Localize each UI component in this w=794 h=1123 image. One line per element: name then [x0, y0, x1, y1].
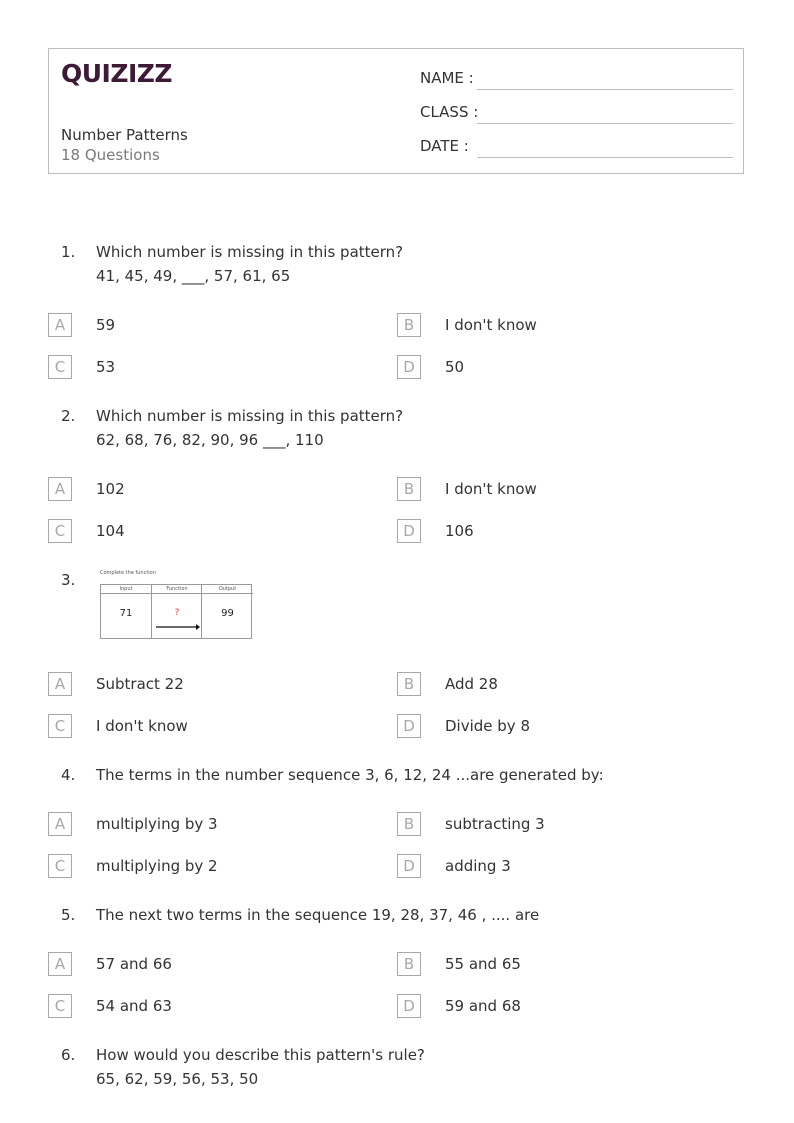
- option-a-box[interactable]: A: [48, 313, 72, 337]
- question-text: The next two terms in the sequence 19, 28, 37, 46 , .... are: [96, 906, 540, 924]
- question-text: 41, 45, 49, ___, 57, 61, 65: [96, 267, 291, 285]
- question-number: 2.: [61, 407, 76, 425]
- class-label: CLASS :: [420, 103, 479, 121]
- name-label: NAME :: [420, 69, 474, 87]
- option-c-text: 53: [96, 358, 116, 376]
- option-b-text: I don't know: [445, 316, 537, 334]
- option-c-text: 104: [96, 522, 125, 540]
- worksheet-title: Number Patterns: [61, 126, 188, 144]
- option-d-box[interactable]: D: [397, 519, 421, 543]
- option-d-text: Divide by 8: [445, 717, 530, 735]
- function-table-figure: [100, 570, 254, 642]
- input-header: Input: [101, 585, 151, 594]
- question-text: How would you describe this pattern's rule?: [96, 1046, 425, 1064]
- option-b-text: 55 and 65: [445, 955, 521, 973]
- option-b-box[interactable]: B: [397, 812, 421, 836]
- option-a-text: 102: [96, 480, 125, 498]
- option-a-box[interactable]: A: [48, 672, 72, 696]
- question-number: 5.: [61, 906, 76, 924]
- option-a-text: multiplying by 3: [96, 815, 218, 833]
- option-d-box[interactable]: D: [397, 355, 421, 379]
- option-c-box[interactable]: C: [48, 994, 72, 1018]
- output-column: [201, 585, 253, 638]
- option-a-box[interactable]: A: [48, 952, 72, 976]
- arrow-right-icon: [152, 622, 202, 632]
- class-line[interactable]: [477, 123, 733, 124]
- option-b-box[interactable]: B: [397, 672, 421, 696]
- option-d-box[interactable]: D: [397, 854, 421, 878]
- option-a-text: 59: [96, 316, 116, 334]
- option-a-text: 57 and 66: [96, 955, 172, 973]
- option-a-box[interactable]: A: [48, 812, 72, 836]
- quizizz-logo: QUIZIZZ: [61, 59, 173, 88]
- option-b-box[interactable]: B: [397, 477, 421, 501]
- option-d-text: adding 3: [445, 857, 511, 875]
- question-number: 6.: [61, 1046, 76, 1064]
- option-c-text: 54 and 63: [96, 997, 172, 1015]
- output-value: 99: [221, 608, 234, 619]
- question-number: 1.: [61, 243, 76, 261]
- option-c-box[interactable]: C: [48, 854, 72, 878]
- option-a-box[interactable]: A: [48, 477, 72, 501]
- option-c-box[interactable]: C: [48, 519, 72, 543]
- option-a-text: Subtract 22: [96, 675, 184, 693]
- input-column: [101, 585, 151, 638]
- output-header: Output: [202, 585, 253, 594]
- date-label: DATE :: [420, 137, 469, 155]
- function-column: [151, 585, 202, 638]
- question-number: 3.: [61, 571, 76, 589]
- option-d-box[interactable]: D: [397, 994, 421, 1018]
- option-b-text: subtracting 3: [445, 815, 545, 833]
- worksheet-header: [48, 48, 744, 174]
- option-d-text: 50: [445, 358, 465, 376]
- date-line[interactable]: [477, 157, 733, 158]
- question-text: Which number is missing in this pattern?: [96, 243, 404, 261]
- question-text: 62, 68, 76, 82, 90, 96 ___, 110: [96, 431, 324, 449]
- option-d-text: 59 and 68: [445, 997, 521, 1015]
- question-text: Which number is missing in this pattern?: [96, 407, 404, 425]
- question-text: 65, 62, 59, 56, 53, 50: [96, 1070, 259, 1088]
- option-b-box[interactable]: B: [397, 952, 421, 976]
- option-b-text: Add 28: [445, 675, 498, 693]
- question-number: 4.: [61, 766, 76, 784]
- function-unknown: ?: [174, 608, 180, 618]
- option-d-box[interactable]: D: [397, 714, 421, 738]
- question-count: 18 Questions: [61, 146, 160, 164]
- option-d-text: 106: [445, 522, 474, 540]
- name-line[interactable]: [477, 89, 733, 90]
- option-c-text: multiplying by 2: [96, 857, 218, 875]
- option-c-box[interactable]: C: [48, 714, 72, 738]
- option-b-box[interactable]: B: [397, 313, 421, 337]
- option-b-text: I don't know: [445, 480, 537, 498]
- figure-caption: Complete the function: [100, 570, 156, 576]
- input-value: 71: [119, 608, 133, 619]
- question-text: The terms in the number sequence 3, 6, 12, 24 ...are generated by:: [96, 766, 604, 784]
- option-c-text: I don't know: [96, 717, 188, 735]
- function-header: Function: [152, 585, 202, 594]
- function-table: [100, 584, 252, 639]
- option-c-box[interactable]: C: [48, 355, 72, 379]
